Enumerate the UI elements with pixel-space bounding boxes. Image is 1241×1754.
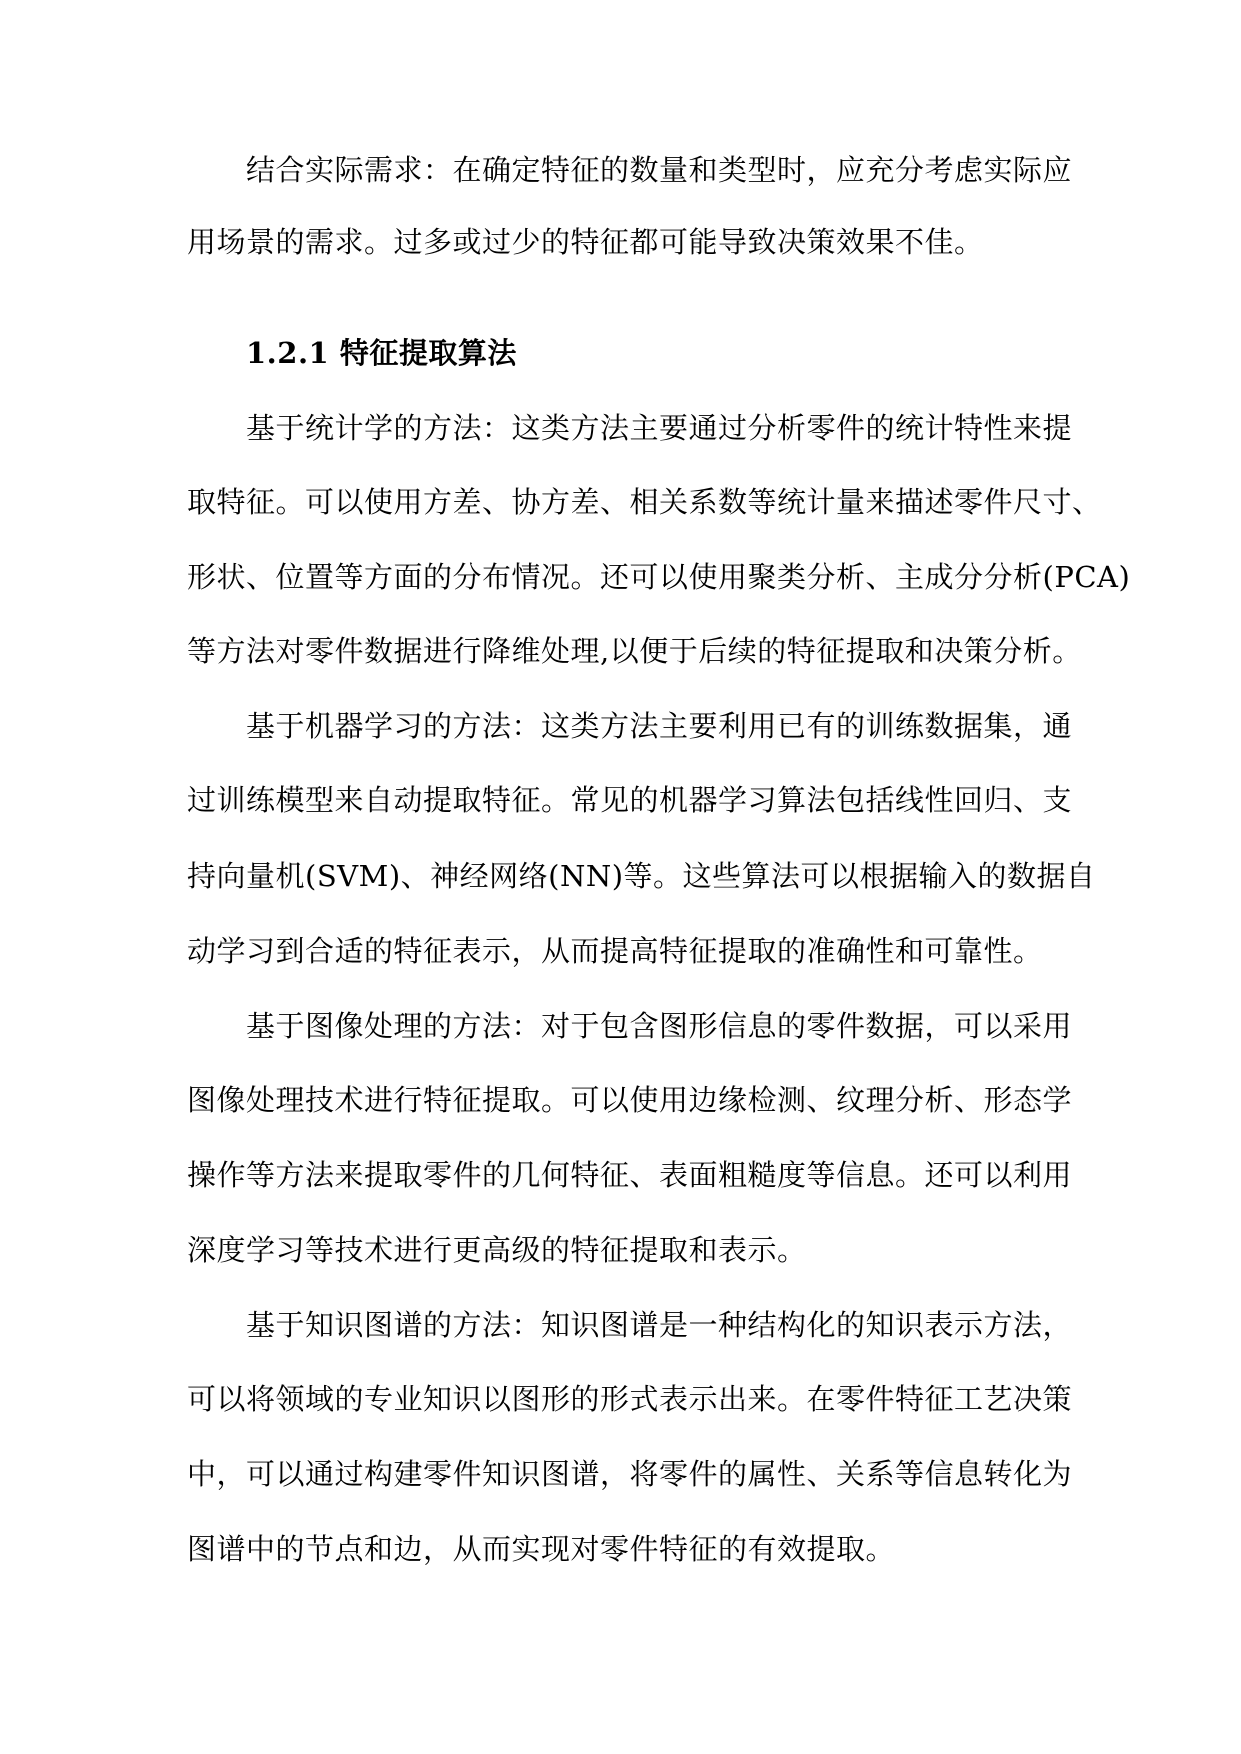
paragraph-knowledge-graph-line-4: 图谱中的节点和边，从而实现对零件特征的有效提取。 — [187, 1532, 896, 1566]
paragraph-image-processing-line-4: 深度学习等技术进行更高级的特征提取和表示。 — [187, 1233, 807, 1267]
paragraph-image-processing-line-2: 图像处理技术进行特征提取。可以使用边缘检测、纹理分析、形态学 — [187, 1083, 1073, 1117]
paragraph-statistics-line-2: 取特征。可以使用方差、协方差、相关系数等统计量来描述零件尺寸、 — [187, 485, 1102, 519]
paragraph-requirements-line-1: 结合实际需求：在确定特征的数量和类型时，应充分考虑实际应 — [246, 153, 1073, 187]
paragraph-image-processing-line-1: 基于图像处理的方法：对于包含图形信息的零件数据，可以采用 — [246, 1009, 1073, 1043]
paragraph-image-processing-line-3: 操作等方法来提取零件的几何特征、表面粗糙度等信息。还可以利用 — [187, 1158, 1073, 1192]
paragraph-statistics-line-4: 等方法对零件数据进行降维处理,以便于后续的特征提取和决策分析。 — [187, 634, 1082, 668]
section-heading: 1.2.1 特征提取算法 — [246, 336, 517, 370]
paragraph-machine-learning-line-2: 过训练模型来自动提取特征。常见的机器学习算法包括线性回归、支 — [187, 783, 1073, 817]
paragraph-machine-learning-line-1: 基于机器学习的方法：这类方法主要利用已有的训练数据集，通 — [246, 709, 1073, 743]
paragraph-statistics-line-3: 形状、位置等方面的分布情况。还可以使用聚类分析、主成分分析(PCA) — [187, 560, 1131, 594]
paragraph-knowledge-graph-line-3: 中，可以通过构建零件知识图谱，将零件的属性、关系等信息转化为 — [187, 1457, 1073, 1491]
paragraph-requirements-line-2: 用场景的需求。过多或过少的特征都可能导致决策效果不佳。 — [187, 225, 984, 259]
paragraph-knowledge-graph-line-2: 可以将领域的专业知识以图形的形式表示出来。在零件特征工艺决策 — [187, 1382, 1073, 1416]
paragraph-machine-learning-line-4: 动学习到合适的特征表示，从而提高特征提取的准确性和可靠性。 — [187, 934, 1043, 968]
paragraph-knowledge-graph-line-1: 基于知识图谱的方法：知识图谱是一种结构化的知识表示方法， — [246, 1308, 1073, 1342]
paragraph-machine-learning-line-3: 持向量机(SVM)、神经网络(NN)等。这些算法可以根据输入的数据自 — [187, 859, 1096, 893]
paragraph-statistics-line-1: 基于统计学的方法：这类方法主要通过分析零件的统计特性来提 — [246, 411, 1073, 445]
